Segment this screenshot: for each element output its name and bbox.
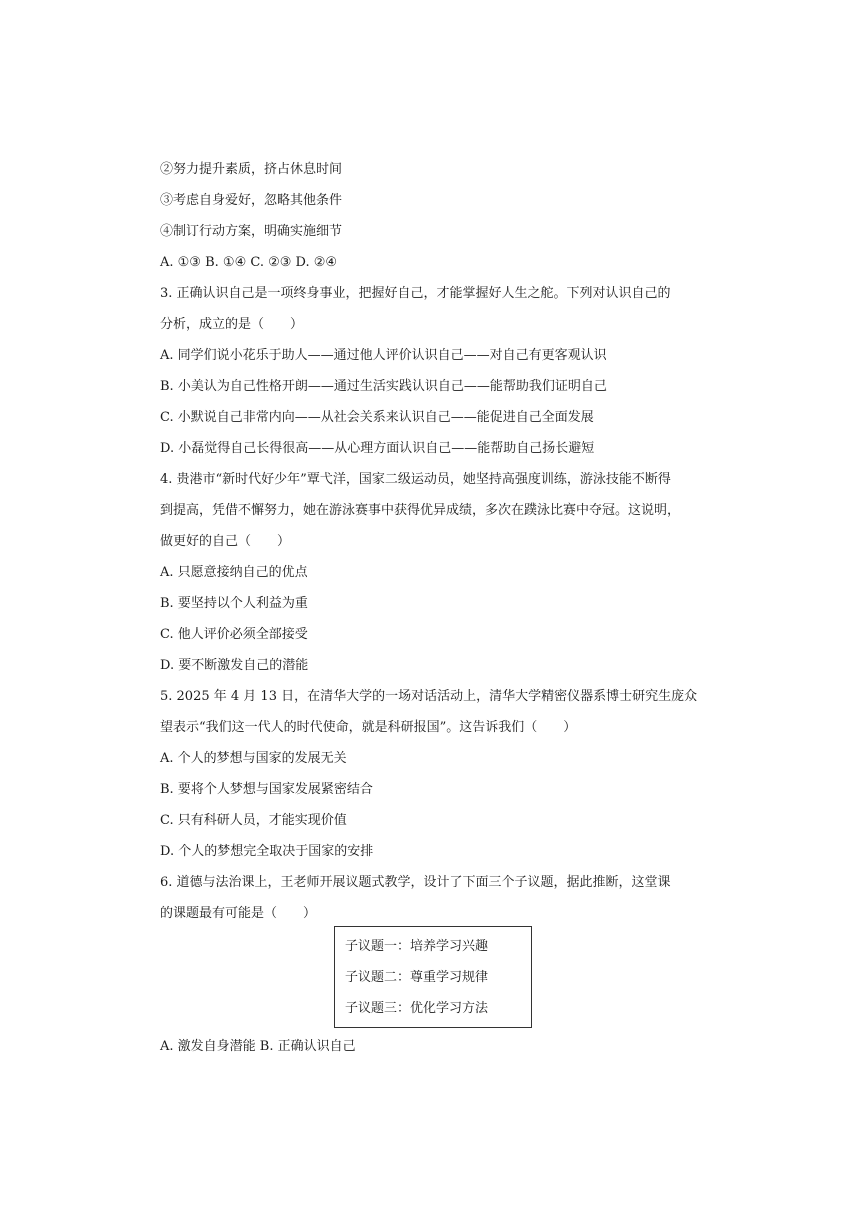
- answer-options: A. ①③ B. ①④ C. ②③ D. ②④: [160, 255, 338, 270]
- option-b: B. 要将个人梦想与国家发展紧密结合: [160, 782, 373, 797]
- sub-topics-box: [334, 926, 532, 1028]
- text-line: 做更好的自己（ ）: [160, 534, 291, 549]
- option-b: B. 要坚持以个人利益为重: [160, 596, 308, 611]
- option-c: C. 小默说自己非常内向——从社会关系来认识自己——能促进自己全面发展: [160, 410, 594, 425]
- option-d: D. 要不断激发自己的潜能: [160, 658, 309, 673]
- question-5: 5. 2025 年 4 月 13 日，在清华大学的一场对话活动上，清华大学精密仪器系博士研究生庞众: [160, 689, 698, 704]
- option-b: B. 小美认为自己性格开朗——通过生活实践认识自己——能帮助我们证明自己: [160, 379, 607, 394]
- sub-topic-1: 子议题一：培养学习兴趣: [345, 939, 489, 954]
- option-c: C. 他人评价必须全部接受: [160, 627, 308, 642]
- text-line: 的课题最有可能是（ ）: [160, 906, 317, 921]
- text-line: ③考虑自身爱好，忽略其他条件: [160, 193, 343, 208]
- option-a: A. 同学们说小花乐于助人——通过他人评价认识自己——对自己有更客观认识: [160, 348, 607, 363]
- text-line: 分析，成立的是（ ）: [160, 317, 304, 332]
- option-d: D. 小磊觉得自己长得很高——从心理方面认识自己——能帮助自己扬长避短: [160, 441, 595, 456]
- option-d: D. 个人的梦想完全取决于国家的安排: [160, 844, 374, 859]
- question-4: 4. 贵港市“新时代好少年”覃弋洋，国家二级运动员，她坚持高强度训练，游泳技能不断得: [160, 472, 671, 487]
- option-c: C. 只有科研人员，才能实现价值: [160, 813, 347, 828]
- answer-options: A. 激发自身潜能 B. 正确认识自己: [160, 1039, 356, 1054]
- text-line: 望表示“我们这一代人的时代使命，就是科研报国”。这告诉我们（ ）: [160, 720, 577, 735]
- sub-topic-3: 子议题三：优化学习方法: [345, 1001, 489, 1016]
- text-line: 到提高，凭借不懈努力，她在游泳赛事中获得优异成绩，多次在蹼泳比赛中夺冠。这说明，: [160, 503, 681, 518]
- option-a: A. 只愿意接纳自己的优点: [160, 565, 308, 580]
- sub-topic-2: 子议题二：尊重学习规律: [345, 970, 489, 985]
- question-3: 3. 正确认识自己是一项终身事业，把握好自己，才能掌握好人生之舵。下列对认识自己的: [160, 286, 671, 301]
- text-line: ④制订行动方案，明确实施细节: [160, 224, 343, 239]
- option-a: A. 个人的梦想与国家的发展无关: [160, 751, 347, 766]
- text-line: ②努力提升素质，挤占休息时间: [160, 162, 343, 177]
- question-6: 6. 道德与法治课上，王老师开展议题式教学，设计了下面三个子议题，据此推断，这堂课: [160, 875, 671, 890]
